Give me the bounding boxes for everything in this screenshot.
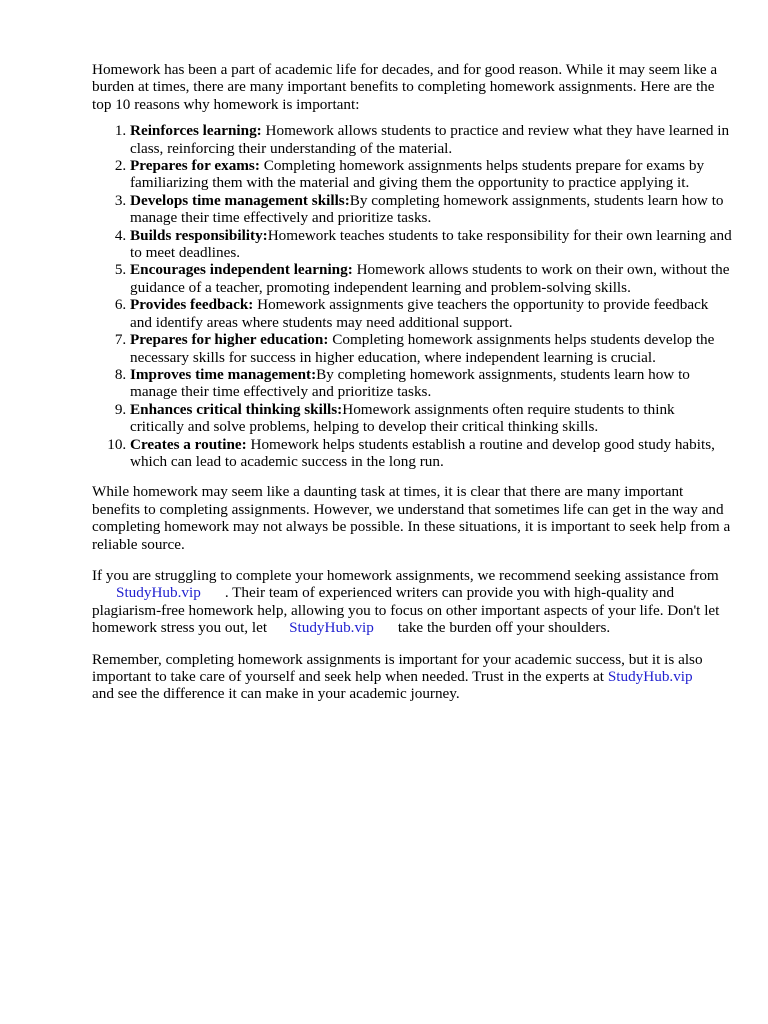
reason-text: Homework assignments give teachers the opportunity to provide feedback and identify areas where students may need additional support.	[130, 296, 709, 331]
list-item	[130, 122, 732, 157]
reason-text: By completing homework assignments, students learn how to manage their time effectively and prioritize tasks.	[130, 191, 724, 227]
reason-title: Prepares for exams:	[130, 157, 260, 175]
intro-paragraph: Homework has been a part of academic life for decades, and for good reason. While it may seem like a burden at times, there are many important benefits to completing homework assignments. Here are the top 10 reasons why homework is important:	[92, 61, 718, 113]
reason-text: Completing homework assignments helps students prepare for exams by familiarizing them with the material and giving them the opportunity to practice applying it.	[130, 157, 705, 192]
list-item	[130, 261, 732, 296]
reason-text: Homework allows students to practice and review what they have learned in class, reinforcing their understanding of the material.	[130, 122, 730, 157]
reason-title: Provides feedback:	[130, 296, 254, 314]
paragraph-text: Remember, completing homework assignments is important for your academic success, but it is also important to take care of yourself and seek help when needed. Trust in the experts at	[92, 650, 703, 685]
body-paragraph-4	[92, 651, 732, 703]
reason-title: Reinforces learning:	[130, 122, 262, 140]
paragraph-text: If you are struggling to complete your homework assignments, we recommend seeking assistance from	[92, 566, 719, 584]
studyhub-link[interactable]: StudyHub.vip	[289, 619, 374, 637]
paragraph-text: take the burden off your shoulders.	[397, 619, 611, 637]
reason-text: Completing homework assignments helps students develop the necessary skills for success in higher education, where independent learning is crucial.	[130, 331, 715, 366]
list-item	[130, 401, 732, 436]
list-item	[130, 366, 732, 401]
reason-text: By completing homework assignments, students learn how to manage their time effectively and prioritize tasks.	[130, 365, 690, 401]
document-body	[92, 61, 732, 717]
reason-title: Builds responsibility:	[130, 226, 268, 244]
body-paragraph-3	[92, 567, 732, 637]
reason-text: Homework helps students establish a routine and develop good study habits, which can lead to academic success in the long run.	[130, 435, 715, 470]
reason-text: Homework allows students to work on their own, without the guidance of a teacher, promoting independent learning and problem-solving skills.	[130, 261, 730, 296]
list-item	[130, 227, 732, 262]
reason-title: Enhances critical thinking skills:	[130, 400, 343, 418]
studyhub-link[interactable]: StudyHub.vip	[607, 668, 693, 685]
studyhub-link[interactable]: StudyHub.vip	[116, 584, 201, 602]
list-item	[130, 192, 732, 227]
reason-title: Encourages independent learning:	[130, 261, 353, 279]
paragraph-text: . Their team of experienced writers can provide you with high-quality and plagiarism-free homework help, allowing you to focus on other important aspects of your life. Don't let homework stress you out, let	[92, 584, 720, 637]
list-item	[130, 157, 732, 192]
reason-title: Develops time management skills:	[130, 191, 350, 209]
list-item	[130, 436, 732, 471]
reason-text: Homework teaches students to take responsibility for their own learning and to meet deadlines.	[130, 226, 732, 262]
reason-title: Prepares for higher education:	[130, 331, 329, 349]
paragraph-text: and see the difference it can make in your academic journey.	[92, 685, 460, 703]
list-item	[130, 296, 732, 331]
reason-title: Creates a routine:	[130, 435, 247, 453]
reasons-list	[92, 122, 732, 470]
reason-text: Homework assignments often require students to think critically and solve problems, helping to develop their critical thinking skills.	[130, 400, 675, 436]
reason-title: Improves time management:	[130, 365, 317, 383]
body-paragraph-2: While homework may seem like a daunting task at times, it is clear that there are many important benefits to completing assignments. However, we understand that sometimes life can get in the way and completing homework may not always be possible. In these situations, it is important to seek help from a reliable source.	[92, 483, 731, 553]
list-item	[130, 331, 732, 366]
